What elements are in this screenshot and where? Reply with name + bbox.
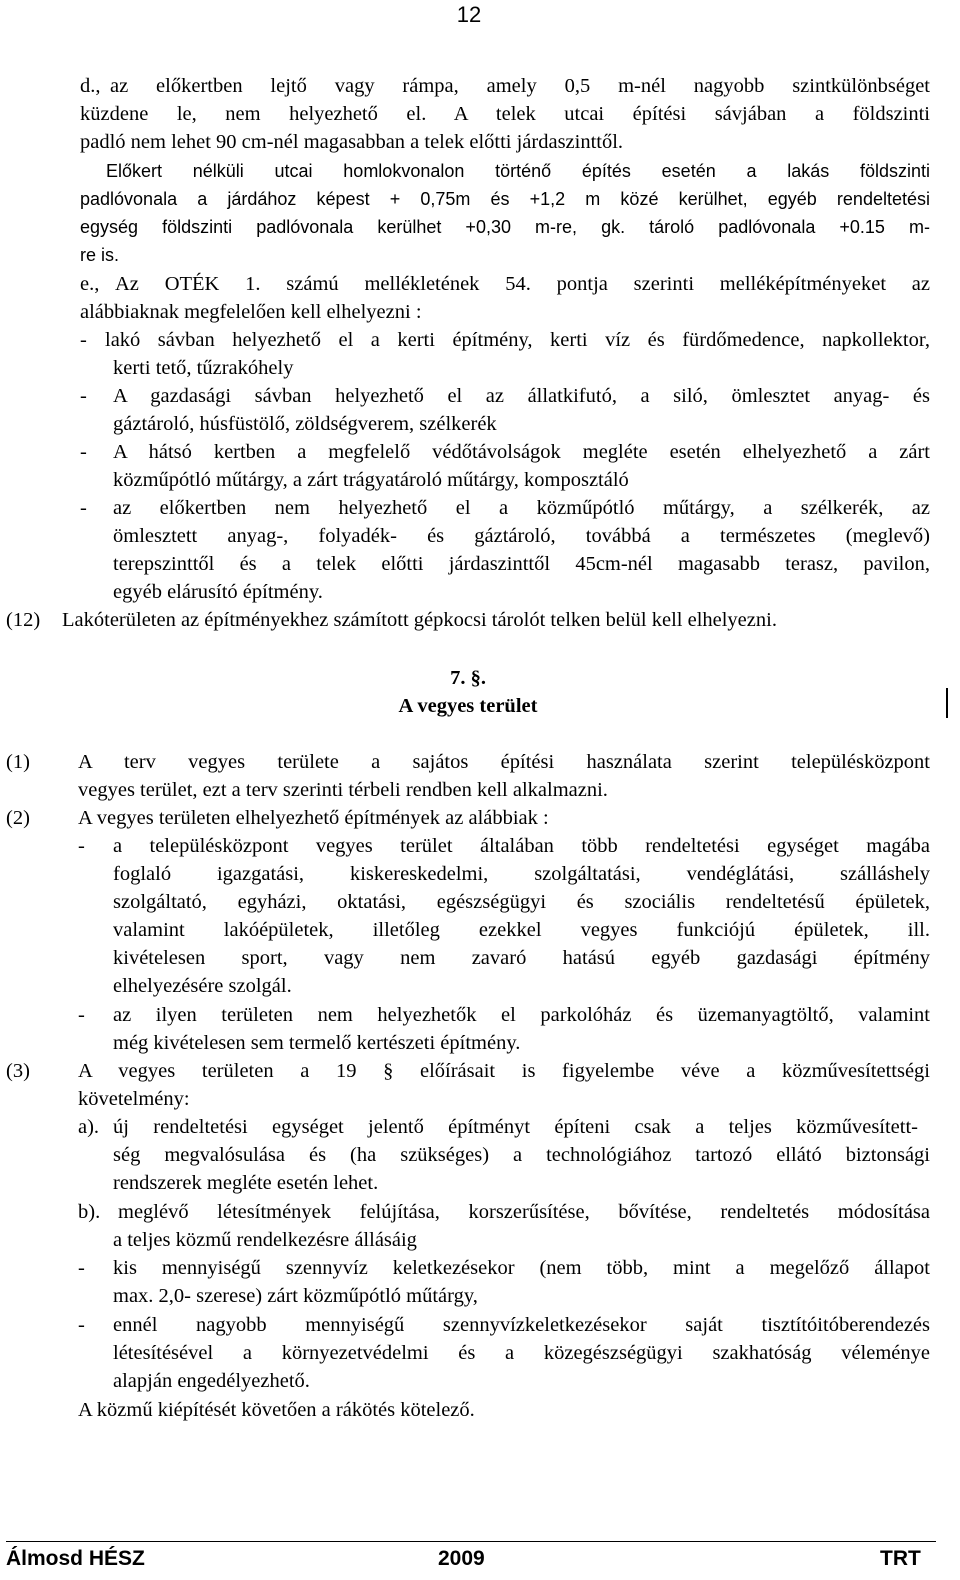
bullet-dash: - xyxy=(80,329,87,351)
p2-bullet-2-line-1: az ilyen területen nem helyezhetők el parkolóház és üzemanyagtöltő, valamint xyxy=(113,1004,930,1026)
item-d-line-3: padló nem lehet 90 cm-nél magasabban a telek előtti járdaszinttől. xyxy=(80,131,624,153)
item-a-line-1: új rendeltetési egységet jelentő építményt építeni csak a teljes közművesített- xyxy=(113,1116,918,1138)
bullet-4-line-4: egyéb elárusító építmény. xyxy=(113,581,323,603)
paragraph-2-intro: A vegyes területen elhelyezhető építmények az alábbiak : xyxy=(78,807,549,829)
bullet-dash: - xyxy=(78,835,85,857)
b-bullet-2-line-1: ennél nagyobb mennyiségű szennyvízkeletkezésekor saját tisztítóitóberendezés xyxy=(113,1314,930,1336)
bullet-3-line-1: A hátsó kertben a megfelelő védőtávolságok megléte esetén elhelyezhető a zárt xyxy=(113,441,930,463)
bullet-dash: - xyxy=(80,385,87,407)
paragraph-2-number: (2) xyxy=(6,807,30,829)
bullet-1-line-2: kerti tető, tűzrakóhely xyxy=(113,357,294,379)
bullet-dash: - xyxy=(80,497,87,519)
item-a-line-3: rendszerek megléte esetén lehet. xyxy=(113,1172,379,1194)
paragraph-3-number: (3) xyxy=(6,1060,30,1082)
bullet-4-line-2: ömlesztett anyag-, folyadék- és gáztároló, továbbá a természetes (meglevő) xyxy=(113,525,930,547)
bullet-dash: - xyxy=(78,1004,85,1026)
item-d-para2-line-3: egység földszinti padlóvonala kerülhet +0,30 m-re, gk. tároló padlóvonala +0.15 m- xyxy=(80,217,930,237)
bullet-1-line-1: lakó sávban helyezhető el a kerti építmény, kerti víz és fürdőmedence, napkollektor, xyxy=(105,329,930,351)
item-a-line-2: ség megvalósulása és (ha szükséges) a technológiához tartozó ellátó biztonsági xyxy=(113,1144,930,1166)
p2-bullet-1-line-4: valamint lakóépületek, illetőleg ezekkel vegyes funkciójú épületek, ill. xyxy=(113,919,930,941)
bullet-2-line-1: A gazdasági sávban helyezhető el az állatkifutó, a siló, ömlesztet anyag- és xyxy=(113,385,930,407)
footer-left: Álmosd HÉSZ xyxy=(6,1547,145,1570)
bullet-dash: - xyxy=(78,1314,85,1336)
bullet-3-line-2: közműpótló műtárgy, a zárt trágyatároló műtárgy, komposztáló xyxy=(113,469,629,491)
item-e-line-2: alábbiaknak megfelelően kell elhelyezni : xyxy=(80,301,422,323)
paragraph-1-line-1: A terv vegyes területe a sajátos építési használata szerint településközpont xyxy=(78,751,930,773)
item-e-line-1: Az OTÉK 1. számú mellékletének 54. pontja szerinti melléképítményeket az xyxy=(115,273,930,295)
page-number: 12 xyxy=(456,2,482,27)
b-bullet-2-line-2: létesítésével a környezetvédelmi és a közegészségügyi szakhatóság véleménye xyxy=(113,1342,930,1364)
p2-bullet-1-line-1: a településközpont vegyes terület általában több rendeltetési egységet magába xyxy=(113,835,930,857)
bullet-4-line-3: terepszinttől és a telek előtti járdaszinttől 45cm-nél magasabb terasz, pavilon, xyxy=(113,553,930,575)
revision-mark xyxy=(946,688,948,718)
bullet-2-line-2: gáztároló, húsfüstölő, zöldségverem, szélkerék xyxy=(113,413,497,435)
b-bullet-1-line-1: kis mennyiségű szennyvíz keletkezésekor (nem több, mint a megelőző állapot xyxy=(113,1257,930,1279)
item-a-label: a). xyxy=(78,1116,100,1138)
footer-right: TRT xyxy=(880,1547,921,1570)
item-b-line-1: meglévő létesítmények felújítása, korszerűsítése, bővítése, rendeltetés módosítása xyxy=(118,1201,930,1223)
item-d-para2-line-4: re is. xyxy=(80,245,120,265)
b-bullet-1-line-2: max. 2,0- szerese) zárt közműpótló műtárgy, xyxy=(113,1285,478,1307)
closing-sentence: A közmű kiépítését követően a rákötés kötelező. xyxy=(78,1399,475,1421)
item-d-para2-line-2: padlóvonala a járdához képest + 0,75m és +1,2 m közé kerülhet, egyéb rendeltetési xyxy=(80,189,930,209)
section-7-number: 7. §. xyxy=(450,667,486,689)
paragraph-12-number: (12) xyxy=(6,609,41,631)
section-7-title: A vegyes terület xyxy=(398,695,538,717)
footer-center: 2009 xyxy=(438,1547,485,1570)
bullet-dash: - xyxy=(78,1257,85,1279)
item-e-label: e., xyxy=(80,273,100,295)
item-d-line-1: az előkertben lejtő vagy rámpa, amely 0,5 m-nél nagyobb szintkülönbséget xyxy=(110,75,930,97)
footer-rule xyxy=(6,1541,936,1542)
bullet-dash: - xyxy=(80,441,87,463)
p2-bullet-1-line-6: elhelyezésére szolgál. xyxy=(113,975,292,997)
paragraph-3-line-2: követelmény: xyxy=(78,1088,190,1110)
item-b-label: b). xyxy=(78,1201,101,1223)
item-d-para2-line-1: Előkert nélküli utcai homlokvonalon történő építés esetén a lakás földszinti xyxy=(106,161,930,181)
paragraph-1-line-2: vegyes terület, ezt a terv szerinti térbeli rendben kell alkalmazni. xyxy=(78,779,608,801)
b-bullet-2-line-3: alapján engedélyezhető. xyxy=(113,1370,310,1392)
bullet-4-line-1: az előkertben nem helyezhető el a közműpótló műtárgy, a szélkerék, az xyxy=(113,497,930,519)
item-d-line-2: küzdene le, nem helyezhető el. A telek utcai építési sávjában a földszinti xyxy=(80,103,930,125)
paragraph-1-number: (1) xyxy=(6,751,30,773)
item-b-line-2: a teljes közmű rendelkezésre állásáig xyxy=(113,1229,417,1251)
p2-bullet-1-line-5: kivételesen sport, vagy nem zavaró hatású egyéb gazdasági építmény xyxy=(113,947,930,969)
p2-bullet-2-line-2: még kivételesen sem termelő kertészeti építmény. xyxy=(113,1032,521,1054)
item-d-label: d., xyxy=(80,75,101,97)
p2-bullet-1-line-2: foglaló igazgatási, kiskereskedelmi, szolgáltatási, vendéglátási, szálláshely xyxy=(113,863,930,885)
paragraph-12-text: Lakóterületen az építményekhez számított gépkocsi tárolót telken belül kell elhelyezni. xyxy=(62,609,777,631)
p2-bullet-1-line-3: szolgáltató, egyházi, oktatási, egészségügyi és szociális rendeltetésű épületek, xyxy=(113,891,930,913)
paragraph-3-line-1: A vegyes területen a 19 § előírásait is figyelembe véve a közművesítettségi xyxy=(78,1060,930,1082)
